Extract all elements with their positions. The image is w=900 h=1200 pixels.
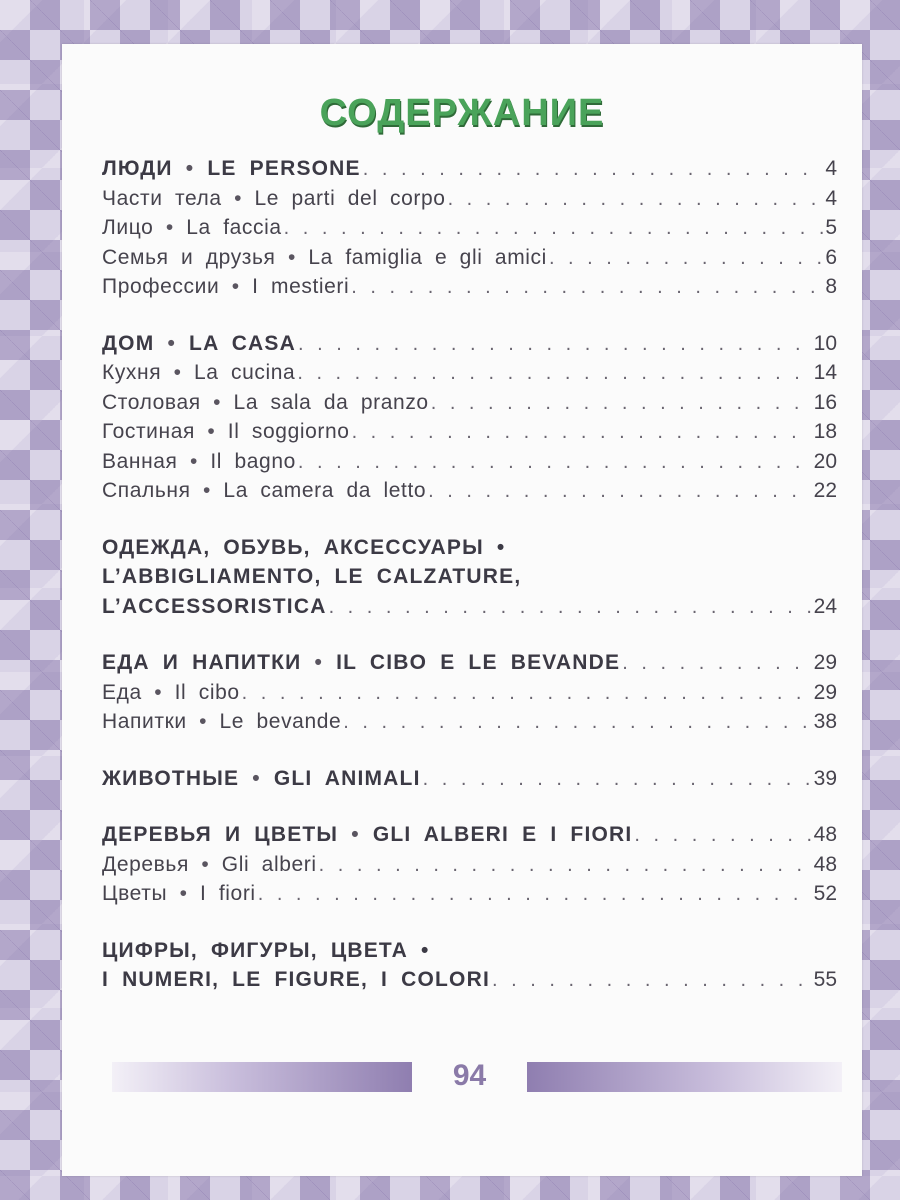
toc-item-ru: Столовая — [102, 390, 201, 414]
separator-dot: • — [231, 275, 240, 298]
toc-item-page: 38 — [813, 710, 837, 733]
toc-item-it: Il bagno — [210, 449, 296, 473]
toc-item-page: 16 — [813, 390, 837, 414]
section-heading-it: LE PERSONE — [207, 157, 361, 180]
toc-item-ru: Еда — [102, 680, 142, 704]
section-gap — [102, 793, 837, 820]
dot-leader — [284, 214, 824, 244]
separator-dot: • — [189, 449, 198, 473]
separator-dot: • — [165, 216, 174, 239]
dot-leader — [431, 389, 812, 419]
toc-item-label — [102, 417, 350, 447]
toc-item-ru: Части тела — [102, 186, 222, 210]
dot-leader — [298, 448, 812, 478]
toc-item-page: 48 — [813, 852, 837, 876]
separator-dot: • — [213, 390, 222, 414]
section-heading-label — [102, 764, 421, 794]
toc-item — [102, 678, 837, 708]
section-heading-page: 48 — [813, 823, 837, 846]
separator-dot: • — [234, 186, 243, 210]
toc-item-page: 8 — [825, 275, 837, 298]
dot-leader — [258, 880, 812, 910]
section-heading-line: ОДЕЖДА, ОБУВЬ, АКСЕССУАРЫ • — [102, 535, 506, 559]
dot-leader — [622, 649, 811, 679]
dot-leader — [297, 359, 811, 389]
dot-leader — [549, 244, 823, 274]
toc-item-label — [102, 358, 295, 388]
toc-item-label — [102, 850, 317, 880]
section-gap — [102, 621, 837, 648]
toc-item-label — [102, 447, 296, 477]
toc-item-page: 52 — [813, 882, 837, 905]
separator-dot: • — [252, 766, 261, 790]
toc-item-page: 20 — [813, 449, 837, 473]
separator-dot: • — [173, 361, 182, 384]
separator-dot: • — [185, 157, 195, 180]
toc-item-it: I fiori — [199, 882, 256, 905]
page-number: 94 — [452, 1059, 487, 1092]
section-heading-page: 10 — [813, 331, 837, 355]
toc-item-label — [102, 213, 282, 243]
section-heading-it: GLI ANIMALI — [273, 766, 421, 790]
section-heading-page: 39 — [813, 766, 837, 790]
section-heading-page: 24 — [813, 594, 837, 618]
toc-item — [102, 447, 837, 477]
toc-item — [102, 388, 837, 418]
toc-item-it: La faccia — [186, 216, 282, 239]
section-heading — [102, 592, 837, 622]
toc-item-label — [102, 388, 429, 418]
section-heading-label — [102, 820, 632, 850]
section-heading — [102, 329, 837, 359]
toc-item-ru: Кухня — [102, 361, 162, 384]
separator-dot: • — [199, 710, 208, 733]
footer-bar-left — [112, 1062, 412, 1092]
section-heading-label — [102, 329, 296, 359]
section-heading-line: L’ACCESSORISTICA — [102, 594, 327, 618]
toc-item-label — [102, 707, 341, 737]
toc-item — [102, 272, 837, 302]
page-title: СОДЕРЖАНИЕ — [319, 92, 605, 134]
section-heading-it: IL CIBO E LE BEVANDE — [336, 651, 621, 674]
toc-item-label — [102, 184, 446, 214]
dot-leader — [242, 679, 812, 709]
separator-dot: • — [179, 882, 188, 905]
page-footer — [112, 1054, 842, 1094]
dot-leader — [428, 477, 811, 507]
toc-item-page: 18 — [813, 420, 837, 443]
dot-leader — [492, 966, 812, 996]
section-heading-ru: ЛЮДИ — [102, 157, 173, 180]
toc-item — [102, 476, 837, 506]
section-gap — [102, 302, 837, 329]
dot-leader — [319, 851, 812, 881]
section-heading-line: ЦИФРЫ, ФИГУРЫ, ЦВЕТА • — [102, 938, 430, 962]
section-gap — [102, 737, 837, 764]
section-heading-ru: ДЕРЕВЬЯ И ЦВЕТЫ — [102, 823, 339, 846]
toc-item — [102, 417, 837, 447]
separator-dot: • — [203, 479, 211, 502]
section-heading-label — [102, 648, 620, 678]
dot-leader — [329, 593, 812, 623]
toc-item — [102, 184, 837, 214]
toc-item-it: La camera da letto — [223, 479, 427, 502]
section-heading-page: 55 — [813, 968, 837, 991]
separator-dot: • — [314, 651, 324, 674]
section-heading-ru: ДОМ — [102, 331, 155, 355]
section-heading-page: 29 — [813, 651, 837, 674]
toc-item-ru: Спальня — [102, 479, 191, 502]
toc-item-page: 6 — [825, 245, 837, 269]
toc-item — [102, 850, 837, 880]
section-heading-it: GLI ALBERI E I FIORI — [372, 823, 633, 846]
section-heading-line: L’ABBIGLIAMENTO, LE CALZATURE, — [102, 565, 522, 588]
toc-item-it: Le bevande — [219, 710, 342, 733]
dot-leader — [343, 708, 811, 738]
toc-item-label — [102, 879, 256, 909]
footer-bar-right — [527, 1062, 842, 1092]
section-heading-ru: ЕДА И НАПИТКИ — [102, 651, 302, 674]
toc-item-label — [102, 272, 349, 302]
separator-dot: • — [287, 245, 296, 269]
book-page — [62, 44, 862, 1176]
separator-dot: • — [167, 331, 176, 355]
toc-item-it: Il cibo — [174, 680, 240, 704]
dot-leader — [352, 418, 812, 448]
table-of-contents — [102, 154, 837, 995]
toc-item-page: 14 — [813, 361, 837, 384]
toc-item — [102, 358, 837, 388]
toc-item-it: Gli alberi — [221, 852, 317, 876]
separator-dot: • — [201, 852, 210, 876]
dot-leader — [298, 330, 812, 360]
toc-item-page: 29 — [813, 680, 837, 704]
dot-leader — [423, 765, 812, 795]
toc-item-it: Le parti del corpo — [254, 186, 446, 210]
dot-leader — [448, 185, 824, 215]
toc-item-ru: Цветы — [102, 882, 168, 905]
toc-item-label — [102, 476, 426, 506]
toc-item-ru: Напитки — [102, 710, 187, 733]
toc-item-it: I mestieri — [252, 275, 350, 298]
section-heading-label — [102, 154, 361, 184]
section-heading — [102, 648, 837, 678]
dot-leader — [351, 273, 823, 303]
section-gap — [102, 909, 837, 936]
section-heading-page: 4 — [825, 157, 837, 180]
section-heading — [102, 154, 837, 184]
toc-item-it: La cucina — [194, 361, 296, 384]
dot-leader — [634, 821, 811, 851]
toc-item-label — [102, 678, 240, 708]
section-heading-it: LA CASA — [189, 331, 296, 355]
section-heading-ru: ЖИВОТНЫЕ — [102, 766, 240, 790]
toc-item-ru: Лицо — [102, 216, 154, 239]
section-heading — [102, 965, 837, 995]
toc-item — [102, 879, 837, 909]
toc-item-it: Il soggiorno — [227, 420, 350, 443]
separator-dot: • — [207, 420, 216, 443]
toc-item-ru: Гостиная — [102, 420, 195, 443]
toc-item-page: 5 — [825, 216, 837, 239]
toc-item-ru: Профессии — [102, 275, 220, 298]
toc-item — [102, 707, 837, 737]
dot-leader — [363, 155, 824, 185]
separator-dot: • — [154, 680, 163, 704]
toc-item — [102, 213, 837, 243]
section-heading — [102, 820, 837, 850]
toc-item-page: 22 — [813, 479, 837, 502]
toc-item-ru: Деревья — [102, 852, 189, 876]
toc-item — [102, 243, 837, 273]
section-heading — [102, 764, 837, 794]
toc-item-ru: Ванная — [102, 449, 178, 473]
section-heading-line: I NUMERI, LE FIGURE, I COLORI — [102, 968, 490, 991]
toc-item-ru: Семья и друзья — [102, 245, 276, 269]
toc-item-label — [102, 243, 547, 273]
toc-item-it: La sala da pranzo — [233, 390, 429, 414]
separator-dot: • — [351, 823, 360, 846]
section-gap — [102, 506, 837, 533]
toc-item-page: 4 — [825, 186, 837, 210]
toc-item-it: La famiglia e gli amici — [308, 245, 547, 269]
